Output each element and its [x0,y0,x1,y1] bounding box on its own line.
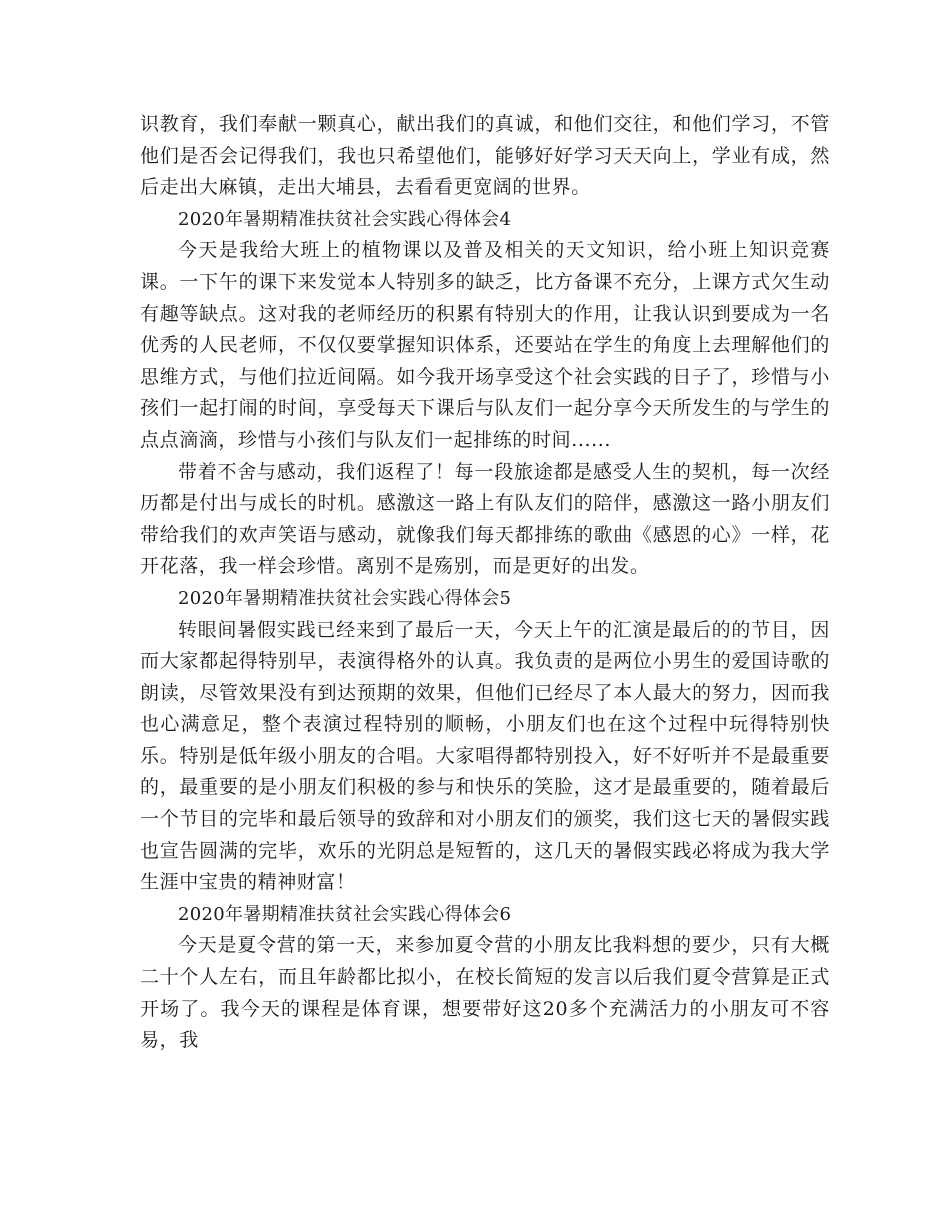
paragraph: 今天是我给大班上的植物课以及普及相关的天文知识，给小班上知识竞赛课。一下午的课下来发觉本人特别多的缺乏，比方备课不充分，上课方式欠生动有趣等缺点。这对我的老师经历的积累有特别大的作用，让我认识到要成为一名优秀的人民老师，不仅仅要掌握知识体系，还要站在学生的角度上去理解他们的思维方式，与他们拉近间隔。如今我开场享受这个社会实践的日子了，珍惜与小孩们一起打闹的时间，享受每天下课后与队友们一起分享今天所发生的与学生的点点滴滴，珍惜与小孩们与队友们一起排练的时间...... [140,239,830,451]
paragraph: 今天是夏令营的第一天，来参加夏令营的小朋友比我料想的要少，只有大概二十个人左右，而且年龄都比拟小，在校长简短的发言以后我们夏令营算是正式开场了。我今天的课程是体育课，想要带好这20多个充满活力的小朋友可不容易，我 [140,934,830,1052]
paragraph: 转眼间暑假实践已经来到了最后一天，今天上午的汇演是最后的的节目，因而大家都起得特别早，表演得格外的认真。我负责的是两位小男生的爱国诗歌的朗读，尽管效果没有到达预期的效果，但他们已经尽了本人最大的努力，因而我也心满意足，整个表演过程特别的顺畅，小朋友们也在这个过程中玩得特别快乐。特别是低年级小朋友的合唱。大家唱得都特别投入，好不好听并不是最重要的，最重要的是小朋友们积极的参与和快乐的笑脸，这才是最重要的，随着最后一个节目的完毕和最后领导的致辞和对小朋友们的颁奖，我们这七天的暑假实践也宣告圆满的完毕，欢乐的光阴总是短暂的，这几天的暑假实践必将成为我大学生涯中宝贵的精神财富！ [140,618,830,894]
document-body [140,109,830,1057]
section-heading-5: 2020年暑期精准扶贫社会实践心得体会5 [178,587,512,609]
section-heading-4: 2020年暑期精准扶贫社会实践心得体会4 [178,208,512,230]
section-heading-6: 2020年暑期精准扶贫社会实践心得体会6 [178,903,512,925]
paragraph: 带着不舍与感动，我们返程了！每一段旅途都是感受人生的契机，每一次经历都是付出与成长的时机。感激这一路上有队友们的陪伴，感激这一路小朋友们带给我们的欢声笑语与感动，就像我们每天都排练的歌曲《感恩的心》一样，花开花落，我一样会珍惜。离别不是殇别，而是更好的出发。 [140,460,830,578]
paragraph-continued: 识教育，我们奉献一颗真心，献出我们的真诚，和他们交往，和他们学习，不管他们是否会记得我们，我也只希望他们，能够好好学习天天向上，学业有成，然后走出大麻镇，走出大埔县，去看看更宽阔的世界。 [140,113,830,199]
